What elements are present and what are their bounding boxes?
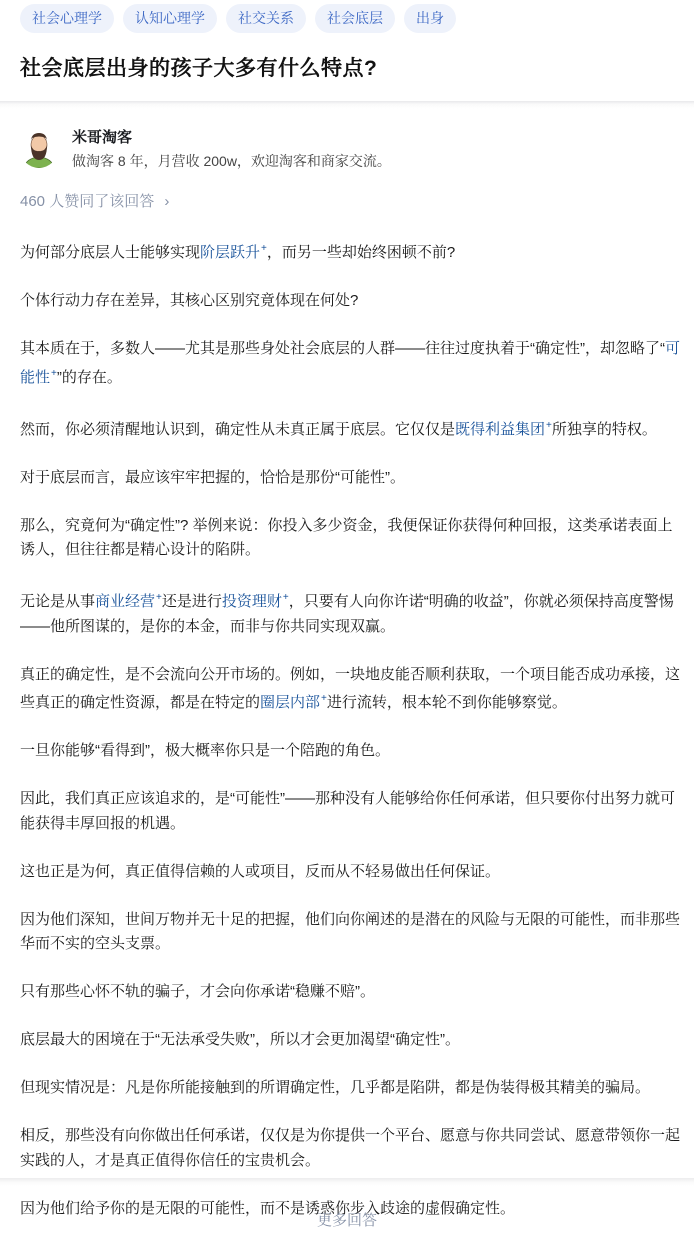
section-divider bbox=[0, 101, 694, 109]
paragraph: 个体行动力存在差异，其核心区别究竟体现在何处? bbox=[20, 292, 359, 309]
more-answers-button[interactable]: 更多回答 bbox=[316, 1212, 377, 1229]
topic-tag[interactable]: 社会底层 bbox=[315, 4, 395, 33]
paragraph: 无论是从事商业经营+还是进行投资理财+，只要有人向你许诺“明确的收益”，你就必须保持高度警惕——他所图谋的，是你的本金，而非与你共同实现双赢。 bbox=[20, 592, 674, 635]
chevron-right-icon: › bbox=[164, 193, 170, 210]
paragraph: 一旦你能够“看得到”，极大概率你只是一个陪跑的角色。 bbox=[20, 742, 390, 759]
keyword-link[interactable]: 可能性 bbox=[20, 340, 681, 386]
answer-content bbox=[20, 237, 680, 1245]
paragraph: 底层最大的困境在于“无法承受失败”，所以才会更加渴望“确定性”。 bbox=[20, 1031, 460, 1048]
avatar[interactable] bbox=[20, 130, 58, 168]
topic-tag[interactable]: 出身 bbox=[404, 4, 456, 33]
paragraph: 为何部分底层人士能够实现阶层跃升+，而另一些却始终困顿不前? bbox=[20, 243, 456, 261]
paragraph: 只有那些心怀不轨的骗子，才会向你承诺“稳赚不赔”。 bbox=[20, 983, 375, 1000]
keyword-link[interactable]: 阶层跃升 bbox=[200, 244, 261, 261]
paragraph: 因为他们给予你的是无限的可能性，而不是诱惑你步入歧途的虚假确定性。 bbox=[20, 1199, 516, 1217]
author-bio: 做淘客 8 年，月营收 200w，欢迎淘客和商家交流。 bbox=[72, 153, 391, 169]
bearded-man-avatar-icon bbox=[20, 130, 58, 168]
search-spark-icon: + bbox=[546, 419, 552, 431]
paragraph: 真正的确定性，是不会流向公开市场的。例如，一块地皮能否顺利获取，一个项目能否成功承接，这些真正的确定性资源，都是在特定的圈层内部+进行流转，根本轮不到你能够察觉。 bbox=[20, 665, 681, 711]
keyword-link[interactable]: 圈层内部 bbox=[260, 694, 321, 711]
search-spark-icon: + bbox=[156, 592, 162, 603]
paragraph: 对于底层而言，最应该牢牢把握的，恰恰是那份“可能性”。 bbox=[20, 468, 405, 486]
paragraph: 因为他们深知，世间万物并无十足的把握，他们向你阐述的是潜在的风险与无限的可能性，而非那些华而不实的空头支票。 bbox=[20, 910, 681, 952]
voters-link[interactable] bbox=[20, 190, 169, 211]
topic-tags bbox=[20, 4, 456, 33]
votes-count: 460 人赞同了该回答 bbox=[20, 193, 155, 210]
search-spark-icon: + bbox=[51, 367, 57, 379]
paragraph: 相反，那些没有向你做出任何承诺，仅仅是为你提供一个平台、愿意与你共同尝试、愿意带领你一起实践的人，才是真正值得你信任的宝贵机会。 bbox=[20, 1127, 681, 1169]
paragraph: 其本质在于，多数人——尤其是那些身处社会底层的人群——往往过度执着于“确定性”，却忽略了“可能性+”的存在。 bbox=[20, 340, 681, 386]
question-title[interactable]: 社会底层出身的孩子大多有什么特点? bbox=[20, 57, 378, 80]
keyword-link[interactable]: 商业经营 bbox=[95, 593, 156, 610]
paragraph: 那么，究竟何为“确定性”? 举例来说：你投入多少资金，我便保证你获得何种回报，这类承诺表面上诱人，但往往都是精心设计的陷阱。 bbox=[20, 516, 673, 558]
topic-tag[interactable]: 社会心理学 bbox=[20, 4, 114, 33]
keyword-link[interactable]: 既得利益集团 bbox=[455, 420, 546, 438]
author-name[interactable]: 米哥淘客 bbox=[72, 129, 133, 146]
keyword-link[interactable]: 投资理财 bbox=[221, 593, 282, 610]
search-spark-icon: + bbox=[282, 592, 289, 603]
topic-tag[interactable]: 认知心理学 bbox=[123, 4, 217, 33]
paragraph: 因此，我们真正应该追求的，是“可能性”——那种没有人能够给你任何承诺，但只要你付出努力就可能获得丰厚回报的机遇。 bbox=[20, 790, 675, 832]
author-card bbox=[20, 126, 391, 171]
search-spark-icon: + bbox=[261, 243, 267, 254]
paragraph: 然而，你必须清醒地认识到，确定性从未真正属于底层。它仅仅是既得利益集团+所独享的特权。 bbox=[20, 419, 657, 438]
section-divider bbox=[0, 1178, 694, 1186]
search-spark-icon: + bbox=[321, 693, 327, 704]
paragraph: 这也正是为何，真正值得信赖的人或项目，反而从不轻易做出任何保证。 bbox=[20, 862, 501, 880]
topic-tag[interactable]: 社交关系 bbox=[226, 4, 306, 33]
paragraph: 但现实情况是：凡是你所能接触到的所谓确定性，几乎都是陷阱，都是伪装得极其精美的骗局。 bbox=[20, 1079, 651, 1096]
